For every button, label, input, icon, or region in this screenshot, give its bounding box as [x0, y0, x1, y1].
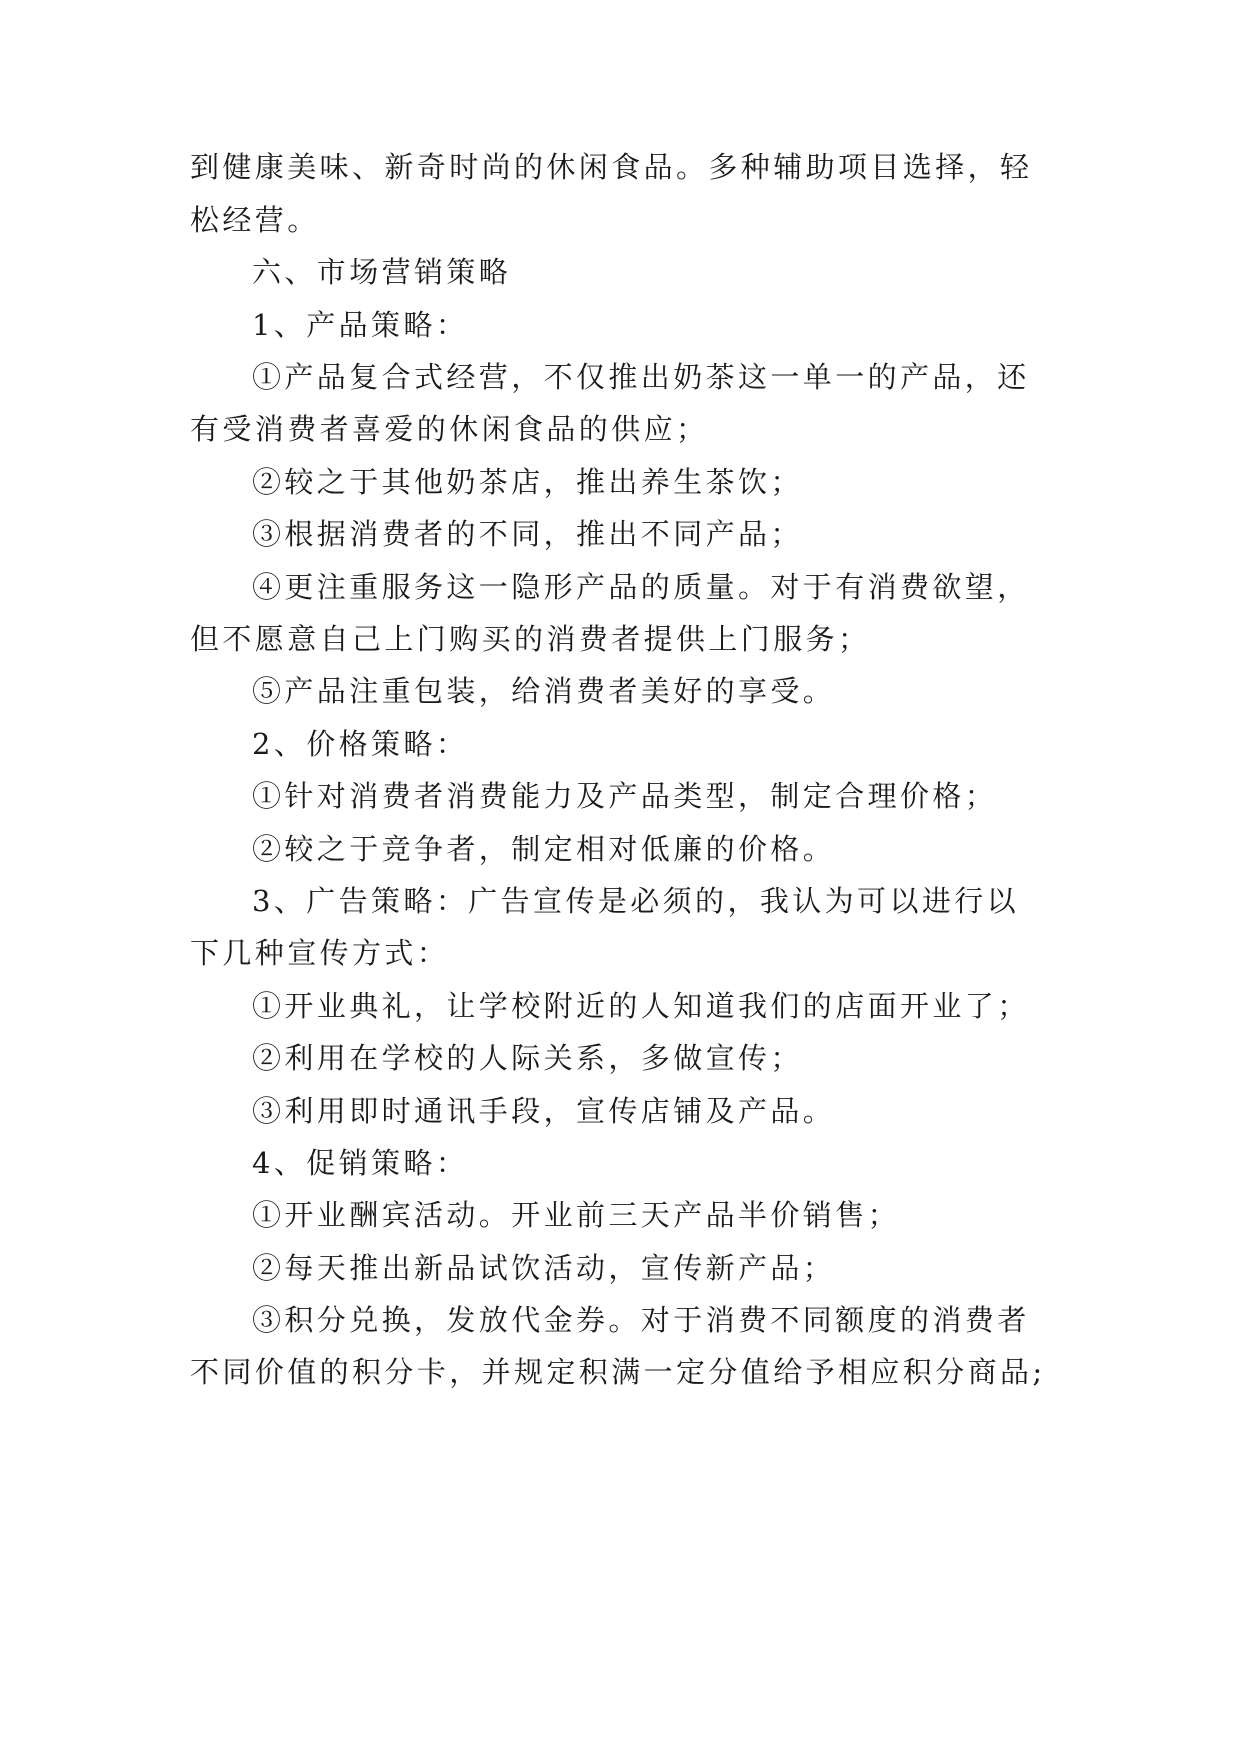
list-item: ②较之于其他奶茶店，推出养生茶饮； — [252, 465, 803, 499]
list-item: ①产品复合式经营，不仅推出奶茶这一单一的产品，还 — [252, 360, 1030, 394]
list-item: ⑤产品注重包装，给消费者美好的享受。 — [252, 674, 836, 708]
list-item: ①开业酬宾活动。开业前三天产品半价销售； — [252, 1198, 901, 1232]
list-item: ④更注重服务这一隐形产品的质量。对于有消费欲望， — [252, 570, 1030, 604]
list-item: ①针对消费者消费能力及产品类型，制定合理价格； — [252, 779, 998, 813]
list-item: ①开业典礼，让学校附近的人知道我们的店面开业了； — [252, 989, 1030, 1023]
subsection-heading: 4、促销策略： — [252, 1146, 469, 1180]
subsection-heading: 2、价格策略： — [252, 727, 469, 761]
list-item: ③利用即时通讯手段，宣传店铺及产品。 — [252, 1094, 836, 1128]
list-item-continuation: 有受消费者喜爱的休闲食品的供应； — [190, 412, 709, 446]
list-item: ②利用在学校的人际关系，多做宣传； — [252, 1041, 803, 1075]
paragraph-line: 松经营。 — [190, 203, 320, 237]
list-item: ②较之于竞争者，制定相对低廉的价格。 — [252, 832, 836, 866]
section-heading: 六、市场营销策略 — [252, 255, 512, 289]
list-item: ②每天推出新品试饮活动，宣传新产品； — [252, 1251, 836, 1285]
paragraph-line: 下几种宣传方式： — [190, 936, 450, 970]
list-item-continuation: 但不愿意自己上门购买的消费者提供上门服务； — [190, 622, 871, 656]
paragraph-line: 到健康美味、新奇时尚的休闲食品。多种辅助项目选择，轻 — [190, 150, 1033, 184]
subsection-heading: 1、产品策略： — [252, 308, 469, 342]
list-item-continuation: 不同价值的积分卡，并规定积满一定分值给予相应积分商品; — [190, 1355, 1046, 1389]
subsection-heading: 3、广告策略：广告宣传是必须的，我认为可以进行以 — [252, 884, 1020, 918]
list-item: ③根据消费者的不同，推出不同产品； — [252, 517, 803, 551]
list-item: ③积分兑换，发放代金券。对于消费不同额度的消费者 — [252, 1303, 1030, 1337]
